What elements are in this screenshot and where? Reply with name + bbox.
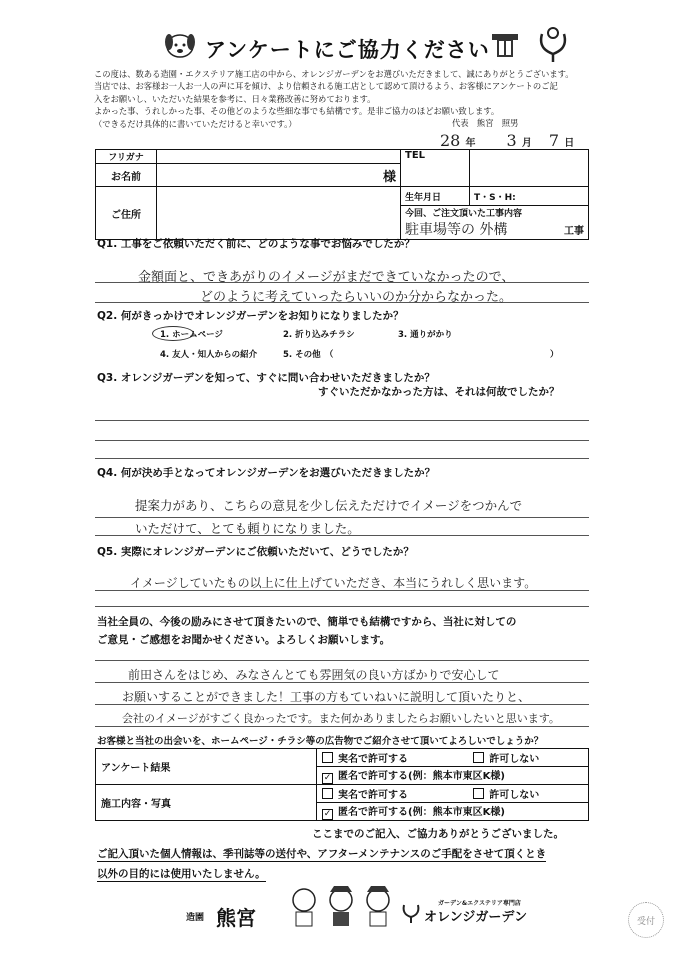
q2-other-close: ） <box>550 350 559 360</box>
date-month: 3 <box>506 131 517 150</box>
permission-deny-option[interactable]: 許可しない <box>468 749 588 767</box>
gardener-icon <box>488 28 522 62</box>
intro-line: 当店では、お客様お一人お一人の声に耳を傾け、より信頼される施工店として認めて頂けるよう、お客様にアンケートのご記 <box>94 81 558 92</box>
permission-row-label: アンケート結果 <box>96 749 317 785</box>
q3-sub-label: すぐいただかなかった方は、それは何故でしたか？ <box>318 386 560 398</box>
work-suffix: 工事 <box>564 225 584 237</box>
q5-label: Q5. 実際にオレンジガーデンにご依頼いただいて、どうでしたか？ <box>97 546 414 558</box>
furigana-field[interactable] <box>157 150 401 164</box>
birthday-label: 生年月日 <box>401 187 470 206</box>
logo-orange-sub: ガーデン&エクステリア専門店 <box>438 900 521 907</box>
permission-deny-option[interactable]: 許可しない <box>468 785 588 803</box>
dog-mascot-icon <box>160 26 200 62</box>
permission-anonymous-option[interactable]: ✓ 匿名で許可する(例：熊本市東区K様) <box>317 767 589 785</box>
q2-option-flyer[interactable]: 2. 折り込みチラシ <box>283 330 355 340</box>
intro-line: 入をお願いし、いただいた結果を参考に、日々業務改善に努めております。 <box>94 93 376 104</box>
q2-option-passing[interactable]: 3. 通りがかり <box>398 330 453 340</box>
staff-answer-line[interactable]: お願いすることができました！工事の方もていねいに説明して頂いたりと、 <box>122 690 531 704</box>
permission-realname-option[interactable]: 実名で許可する <box>317 785 469 803</box>
date-year: 28 <box>440 131 461 150</box>
privacy-line: ご記入頂いた個人情報は、季刊誌等の送付や、アフターメンテナンスのご手配をさせて頂くとき <box>97 848 547 860</box>
checkbox[interactable] <box>473 788 484 799</box>
intro-line: この度は、数ある造園・エクステリア施工店の中から、オレンジガーデンをお選びいただきまして、誠にありがとうございます。 <box>94 69 574 79</box>
staff-answer-line[interactable]: 前田さんをはじめ、みなさんとても雰囲気の良い方ばかりで安心して <box>128 668 500 682</box>
q1-answer-line[interactable]: どのように考えていったらいいのか分からなかった。 <box>200 290 513 305</box>
permission-row-label: 施工内容・写真 <box>96 785 317 821</box>
q3-label: Q3. オレンジガーデンを知って、すぐに問い合わせいただきましたか？ <box>97 372 435 384</box>
thanks-message: ここまでのご記入、ご協力ありがとうございました。 <box>312 828 564 840</box>
q1-label: Q1. 工事をご依頼いただく前に、どのような事でお悩みでしたか？ <box>97 238 415 250</box>
intro-line: よかった事、うれしかった事、その他どのような些細な事でも結構です。是非ご協力のほどお願い致します。 <box>94 106 500 117</box>
staff-answer-line[interactable]: 会社のイメージがすごく良かったです。また何かありましたらお願いしたいと思います。 <box>122 712 560 725</box>
q2-option-referral[interactable]: 4. 友人・知人からの紹介 <box>160 350 258 360</box>
representative-signature: 代表 熊宮 照男 <box>452 118 519 128</box>
logo-kumamiya-sub: 造園 <box>186 913 205 923</box>
address-label: ご住所 <box>96 187 157 240</box>
checkbox[interactable] <box>322 752 333 763</box>
staff-request-line: 当社全員の、今後の励みにさせて頂きたいので、簡単でも結構ですから、当社に対しての <box>97 616 517 628</box>
customer-info-table <box>95 149 589 240</box>
tel-label: TEL <box>401 150 470 187</box>
staff-request-line: ご意見・ご感想をお聞かせください。よろしくお願いします。 <box>97 634 391 646</box>
work-label: 今回、ご注文頂いた工事内容 <box>405 209 523 219</box>
birthday-field[interactable]: T・S・H: <box>470 187 589 206</box>
q2-option-homepage[interactable]: 1. ホームページ <box>160 330 223 340</box>
checkbox-checked[interactable]: ✓ <box>323 809 332 819</box>
q5-answer-line[interactable]: イメージしていたもの以上に仕上げていただき、本当にうれしく思います。 <box>130 576 537 590</box>
checkbox[interactable] <box>473 752 484 763</box>
q2-label: Q2. 何がきっかけでオレンジガーデンをお知りになりましたか？ <box>97 310 404 322</box>
orange-tree-logo-icon <box>534 24 572 64</box>
work-value[interactable]: 駐車場等の 外構 <box>405 222 508 238</box>
permission-anonymous-option[interactable]: ✓ 匿名で許可する(例：熊本市東区K様) <box>317 803 589 821</box>
intro-line: （できるだけ具体的に書いていただけると幸いです。） <box>94 118 297 129</box>
tel-field[interactable] <box>470 150 589 187</box>
logo-orange-garden: オレンジガーデン <box>424 910 528 925</box>
page-title: アンケートにご協力ください <box>205 38 490 62</box>
sama-label: 様 <box>382 169 396 185</box>
orange-tree-small-icon <box>400 900 422 924</box>
permission-question: お客様と当社の出会いを、ホームページ・チラシ等の広告物でご紹介させて頂いてよろしいでしょうか？ <box>97 736 544 747</box>
name-field[interactable] <box>157 164 401 187</box>
checkbox[interactable] <box>322 788 333 799</box>
name-label: お名前 <box>96 164 157 187</box>
address-field[interactable] <box>157 187 401 240</box>
staff-mascots-icon <box>286 884 396 928</box>
checkbox-checked[interactable]: ✓ <box>323 773 332 783</box>
privacy-line: 以外の目的には使用いたしません。 <box>97 868 266 880</box>
logo-kumamiya: 熊宮 <box>216 906 256 930</box>
intro-text <box>94 68 594 130</box>
q4-answer-line[interactable]: 提案力があり、こちらの意見を少し伝えただけでイメージをつかんで <box>135 498 523 513</box>
received-stamp: 受付 <box>628 902 664 938</box>
q2-option-other[interactable]: 5. その他 （ <box>283 350 334 360</box>
q4-label: Q4. 何が決め手となってオレンジガーデンをお選びいただきましたか？ <box>97 467 436 479</box>
date-field[interactable]: 28 年 3 月 7 日 <box>440 131 575 150</box>
permission-realname-option[interactable]: 実名で許可する <box>317 749 469 767</box>
q4-answer-line[interactable]: いただけて、とても頼りになりました。 <box>135 521 360 536</box>
permission-table <box>95 748 589 821</box>
q1-answer-line[interactable]: 金額面と、できあがりのイメージがまだできていなかったので、 <box>138 270 515 285</box>
date-day: 7 <box>548 131 560 150</box>
furigana-label: フリガナ <box>96 150 157 164</box>
